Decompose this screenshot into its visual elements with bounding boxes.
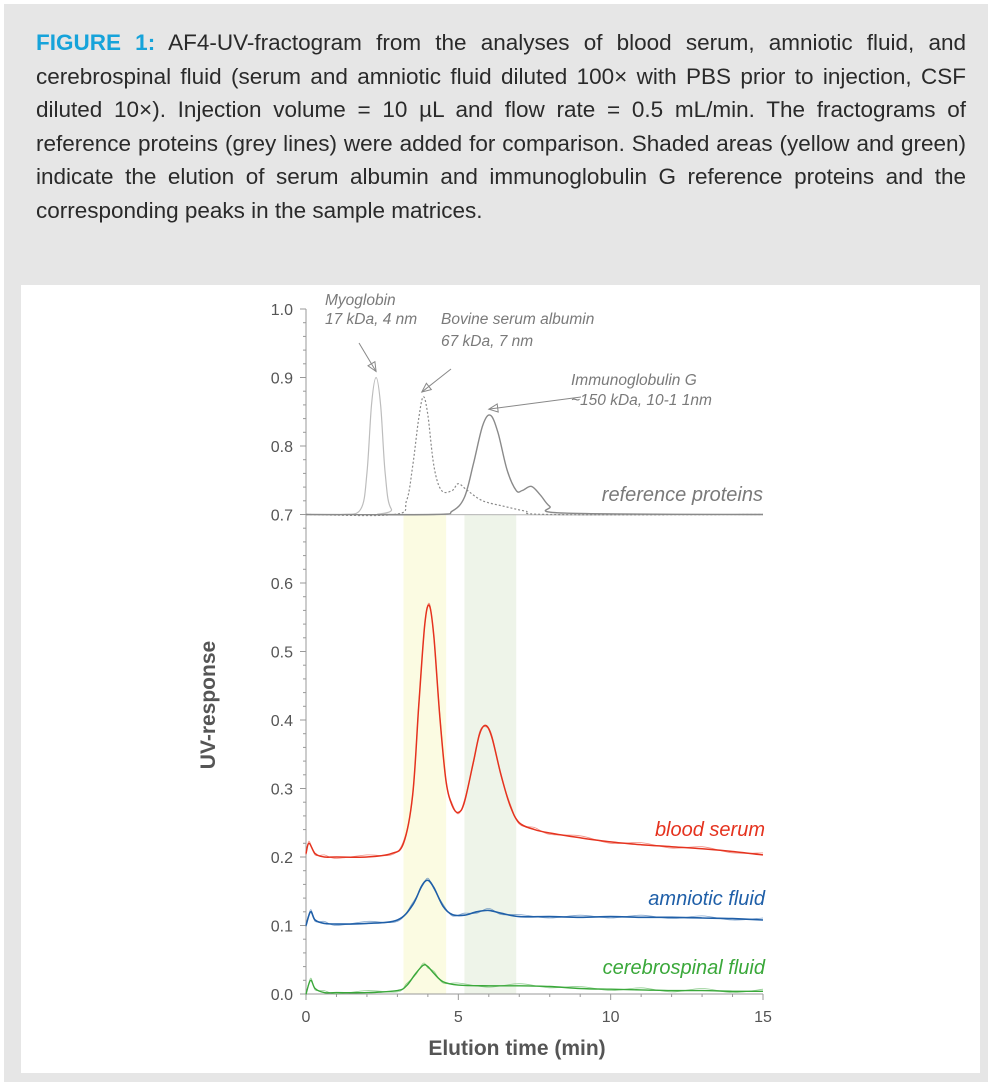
annotation-label: Bovine serum albumin — [441, 311, 595, 328]
caption-text: AF4-UV-fractogram from the analyses of blood serum, amniotic fluid, and cerebrospinal fluid (serum and amniotic fluid diluted 100× with PBS prior to injection, CSF diluted 10×). Injection volume = 10 µL and flow rate = 0.5 mL/min. The fractograms of reference proteins (grey lines) were added for comparison. Shaded areas (yellow and green) indicate the elution of serum albumin and immunoglobulin G reference proteins and the corresponding peaks in the sample matrices. — [36, 30, 966, 223]
label-reference-proteins: reference proteins — [601, 484, 763, 506]
annotation-detail: ~150 kDa, 10-1 1nm — [571, 392, 712, 409]
label-amniotic-fluid: amniotic fluid — [648, 888, 765, 910]
x-tick-label: 10 — [601, 1009, 620, 1026]
y-tick-label: 0.0 — [270, 987, 293, 1004]
y-axis-title: UV-response — [197, 640, 220, 770]
shaded-bands — [403, 514, 516, 994]
x-tick-label: 0 — [301, 1009, 311, 1026]
annotation-detail: 67 kDa, 7 nm — [441, 333, 534, 350]
y-tick-label: 0.7 — [270, 507, 293, 525]
annotation-arrow-line — [359, 343, 376, 372]
figure-label: FIGURE 1: — [36, 30, 156, 55]
annotation-label: Immunoglobulin G — [571, 372, 697, 389]
x-axis-title: Elution time (min) — [428, 1037, 606, 1060]
annotation-arrow-line — [422, 369, 451, 392]
shaded-region-igg — [464, 514, 516, 994]
y-tick-label: 1.0 — [270, 302, 293, 319]
figure-caption — [36, 26, 966, 227]
label-blood-serum: blood serum — [654, 819, 765, 841]
y-tick-label: 0.2 — [270, 850, 293, 867]
label-cerebrospinal-fluid: cerebrospinal fluid — [602, 957, 765, 979]
y-tick-label: 0.9 — [270, 370, 293, 388]
y-tick-label: 0.1 — [270, 918, 293, 936]
x-tick-label: 5 — [453, 1009, 463, 1026]
y-tick-label: 0.6 — [270, 576, 293, 593]
chart-panel — [21, 285, 980, 1073]
annotation-detail: 17 kDa, 4 nm — [325, 311, 418, 328]
fractogram-chart — [21, 285, 980, 1073]
shaded-region-albumin — [403, 514, 446, 994]
y-tick-label: 0.3 — [270, 781, 293, 799]
figure-frame — [4, 4, 988, 1082]
annotation-label: Myoglobin — [325, 292, 396, 309]
annotation-arrow-line — [489, 397, 581, 409]
annotations — [325, 292, 712, 412]
y-tick-label: 0.4 — [270, 713, 293, 730]
y-tick-label: 0.8 — [270, 439, 293, 456]
x-tick-label: 15 — [754, 1009, 772, 1026]
y-tick-label: 0.5 — [270, 644, 293, 662]
